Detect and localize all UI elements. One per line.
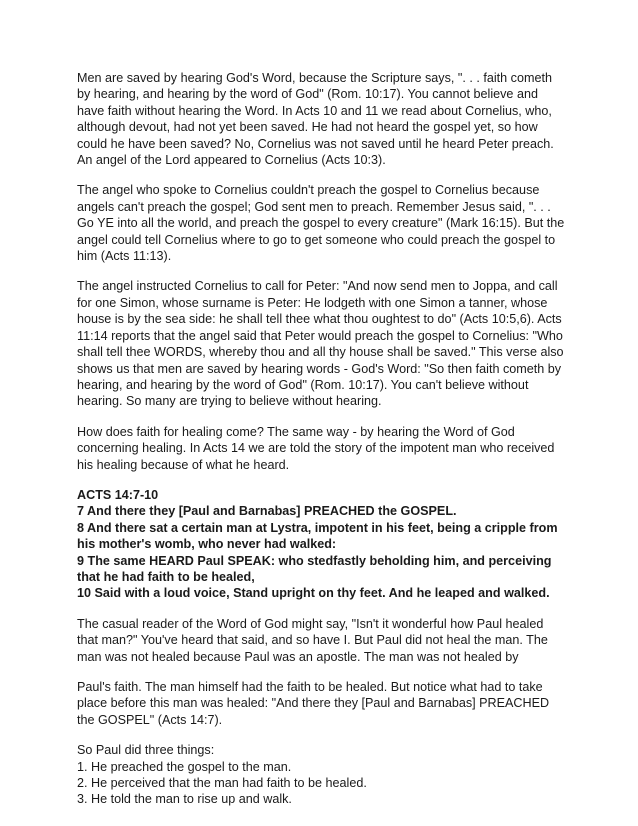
paragraph-casual-reader: The casual reader of the Word of God might say, "Isn't it wonderful how Paul healed that man?" You've heard that said, and so have I. But Paul did not heal the man. The man was not healed because Paul was an apostle. The man was not healed by: [77, 616, 548, 664]
three-things-list: [77, 759, 567, 808]
scripture-verse-7: 7 And there they [Paul and Barnabas] PREACHED the GOSPEL.: [77, 504, 457, 519]
paragraph-three-things: So Paul did three things:: [77, 743, 215, 758]
paragraph-saved-by-hearing: Men are saved by hearing God's Word, because the Scripture says, ". . . faith cometh by hearing, and hearing by the word of God" (Rom. 10:17). You cannot believe and have faith without hearing the Word. In Acts 10 and 11 we read about Cornelius, who, although devout, had not yet been saved. He had not heard the gospel yet, so how could he have been saved? No, Cornelius was not saved until he heard Peter preach. An angel of the Lord appeared to Cornelius (Acts 10:3).: [77, 71, 554, 168]
list-item: 2. He perceived that the man had faith to be healed.: [77, 776, 367, 791]
scripture-verse-8: 8 And there sat a certain man at Lystra, impotent in his feet, being a cripple from his mother's womb, who never had walked:: [77, 520, 558, 552]
paragraph-pauls-faith: Paul's faith. The man himself had the faith to be healed. But notice what had to take place before this man was healed: "And there they [Paul and Barnabas] PREACHED the GOSPEL" (Acts 14:7).: [77, 680, 550, 727]
paragraph-angel-cannot-preach: The angel who spoke to Cornelius couldn't preach the gospel to Cornelius because angels can't preach the gospel; God sent men to preach. Remember Jesus said, ". . . Go YE into all the world, and preach the gospel to every creature" (Mark 16:15). But the angel could tell Cornelius where to go to get someone who could preach the gospel to him (Acts 11:13).: [77, 183, 565, 264]
list-item: 3. He told the man to rise up and walk.: [77, 792, 292, 807]
scripture-heading: ACTS 14:7-10: [77, 487, 159, 502]
scripture-quote-acts-14: [77, 487, 567, 602]
list-item: 1. He preached the gospel to the man.: [77, 759, 292, 774]
document-body: [77, 70, 567, 808]
paragraph-faith-for-healing: How does faith for healing come? The same way - by hearing the Word of God concerning healing. In Acts 14 we are told the story of the impotent man who received his healing because of what he heard.: [77, 424, 555, 472]
scripture-verse-10: 10 Said with a loud voice, Stand upright on thy feet. And he leaped and walked.: [77, 586, 550, 601]
scripture-verse-9: 9 The same HEARD Paul SPEAK: who stedfastly beholding him, and perceiving that he had faith to be healed,: [77, 553, 552, 584]
paragraph-angel-instructed-cornelius: The angel instructed Cornelius to call for Peter: "And now send men to Joppa, and call for one Simon, whose surname is Peter: He lodgeth with one Simon a tanner, whose house is by the sea side: he shall tell thee what thou oughtest to do" (Acts 10:5,6). Acts 11:14 reports that the angel said that Peter would preach the gospel to Cornelius: "Who shall tell thee WORDS, whereby thou and all thy house shall be saved." This verse also shows us that men are saved by hearing words - God's Word: "So then faith cometh by hearing, and hearing by the word of God" (Rom. 10:17). You can't believe without hearing. So many are trying to believe without hearing.: [77, 279, 564, 409]
